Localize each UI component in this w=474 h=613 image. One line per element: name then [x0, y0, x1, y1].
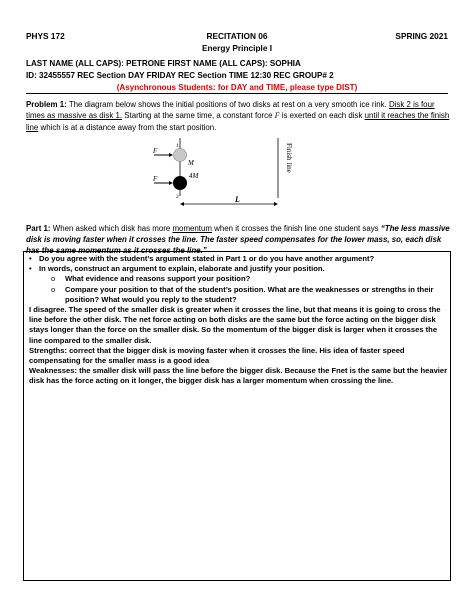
term-label: SPRING 2021: [395, 31, 448, 41]
part1-text-a: When asked which disk has more: [50, 224, 173, 233]
part1-label: Part 1:: [26, 224, 51, 233]
problem-text-until: until it reaches the finish line: [26, 111, 450, 132]
asynchronous-notice: (Asynchronous Students: for DAY and TIME, please type DIST): [116, 83, 358, 92]
problem-text-mass-ratio: Disk 2 is four times as massive as disk 1.: [26, 100, 435, 121]
problem-text-d: is exerted on each disk: [279, 111, 365, 121]
problem-statement: [26, 99, 450, 133]
prompt-sub-bullet-2: o Compare your position to that of the student’s position. What are the weaknesses or strengths in their: [29, 285, 448, 295]
course-code: PHYS 172: [26, 31, 65, 41]
prompt-sub-bullet-1: o What evidence and reasons support your position?: [29, 274, 448, 284]
answer-paragraph-strengths: Strengths: correct that the bigger disk is moving faster when it crosses the line. His idea of faster speed compensating for the smaller mass is a good idea: [29, 345, 405, 366]
disk-2: [173, 176, 187, 190]
distance-label: L: [235, 195, 240, 204]
prompt-bullet-2: • In words, construct an argument to explain, elaborate and justify your position.: [29, 264, 448, 274]
distance-arrowhead-right: [274, 202, 278, 206]
recitation-title: RECITATION 06: [206, 31, 268, 41]
problem-text-f: which is at a distance away from the start position.: [38, 122, 217, 132]
force-symbol: F: [274, 111, 280, 121]
disk1-mass-label: M: [188, 159, 194, 167]
force-arrowhead-disk2: [169, 181, 173, 185]
worksheet-subtitle: Energy Principle I: [201, 43, 273, 53]
student-name-line: LAST NAME (ALL CAPS): PETRONE FIRST NAME (ALL CAPS): SOPHIA: [26, 59, 301, 68]
disk2-number: 2: [176, 194, 179, 200]
problem-label: Problem 1:: [26, 100, 67, 109]
student-quote: “The less massive disk is moving faster when it crosses the line. The faster speed compensates for the lower mass, so, each disk has the same momentum as it crosses the line.”: [26, 224, 450, 255]
force-arrowhead-disk1: [169, 153, 173, 157]
finish-line-label: Finish line: [285, 143, 293, 173]
answer-content: [29, 254, 448, 387]
disk2-mass-label: 4M: [189, 172, 199, 180]
part1-keyword: momentum: [172, 224, 212, 233]
prompt-bullet-1: • Do you agree with the student’s argument stated in Part 1 or do you have another argument?: [29, 254, 448, 264]
disk1-number: 1: [176, 143, 179, 149]
header-divider: [26, 93, 448, 94]
prompt-sub-bullet-2-cont: position? What would you reply to the student?: [65, 294, 237, 304]
part1-text-b: when it crosses the finish line one student says: [211, 224, 381, 233]
force-label-disk1: F: [153, 147, 158, 155]
problem-text-c: Starting at the same time, a constant force: [122, 111, 275, 121]
disks-diagram: [150, 138, 330, 216]
answer-paragraph-position: I disagree. The speed of the smaller disk is greater when it crosses the line, but that means it is going to cross the line before the other disk. The net force acting on both disks are the same but the force acting on the bigger disk stays longer than the force on the smaller disk. So the momentum of the bigger disk is larger when it crosses the line compared to the smaller disk.: [29, 305, 441, 345]
answer-paragraph-weaknesses: Weaknesses: the smaller disk will pass the line before the bigger disk. Because the Fnet is the same but the heavier disk has the force acting on it longer, the bigger disk has a larger momentum when crossing the line.: [29, 366, 448, 386]
disk-1: [174, 149, 187, 162]
header-row: [26, 31, 448, 43]
force-label-disk2: F: [153, 175, 158, 183]
problem-text-a: The diagram below shows the initial positions of two disks at rest on a very smooth ice rink.: [66, 100, 389, 109]
distance-arrowhead-left: [180, 202, 184, 206]
student-id-line: ID: 32455557 REC Section DAY FRIDAY REC Section TIME 12:30 REC GROUP# 2: [26, 71, 334, 80]
